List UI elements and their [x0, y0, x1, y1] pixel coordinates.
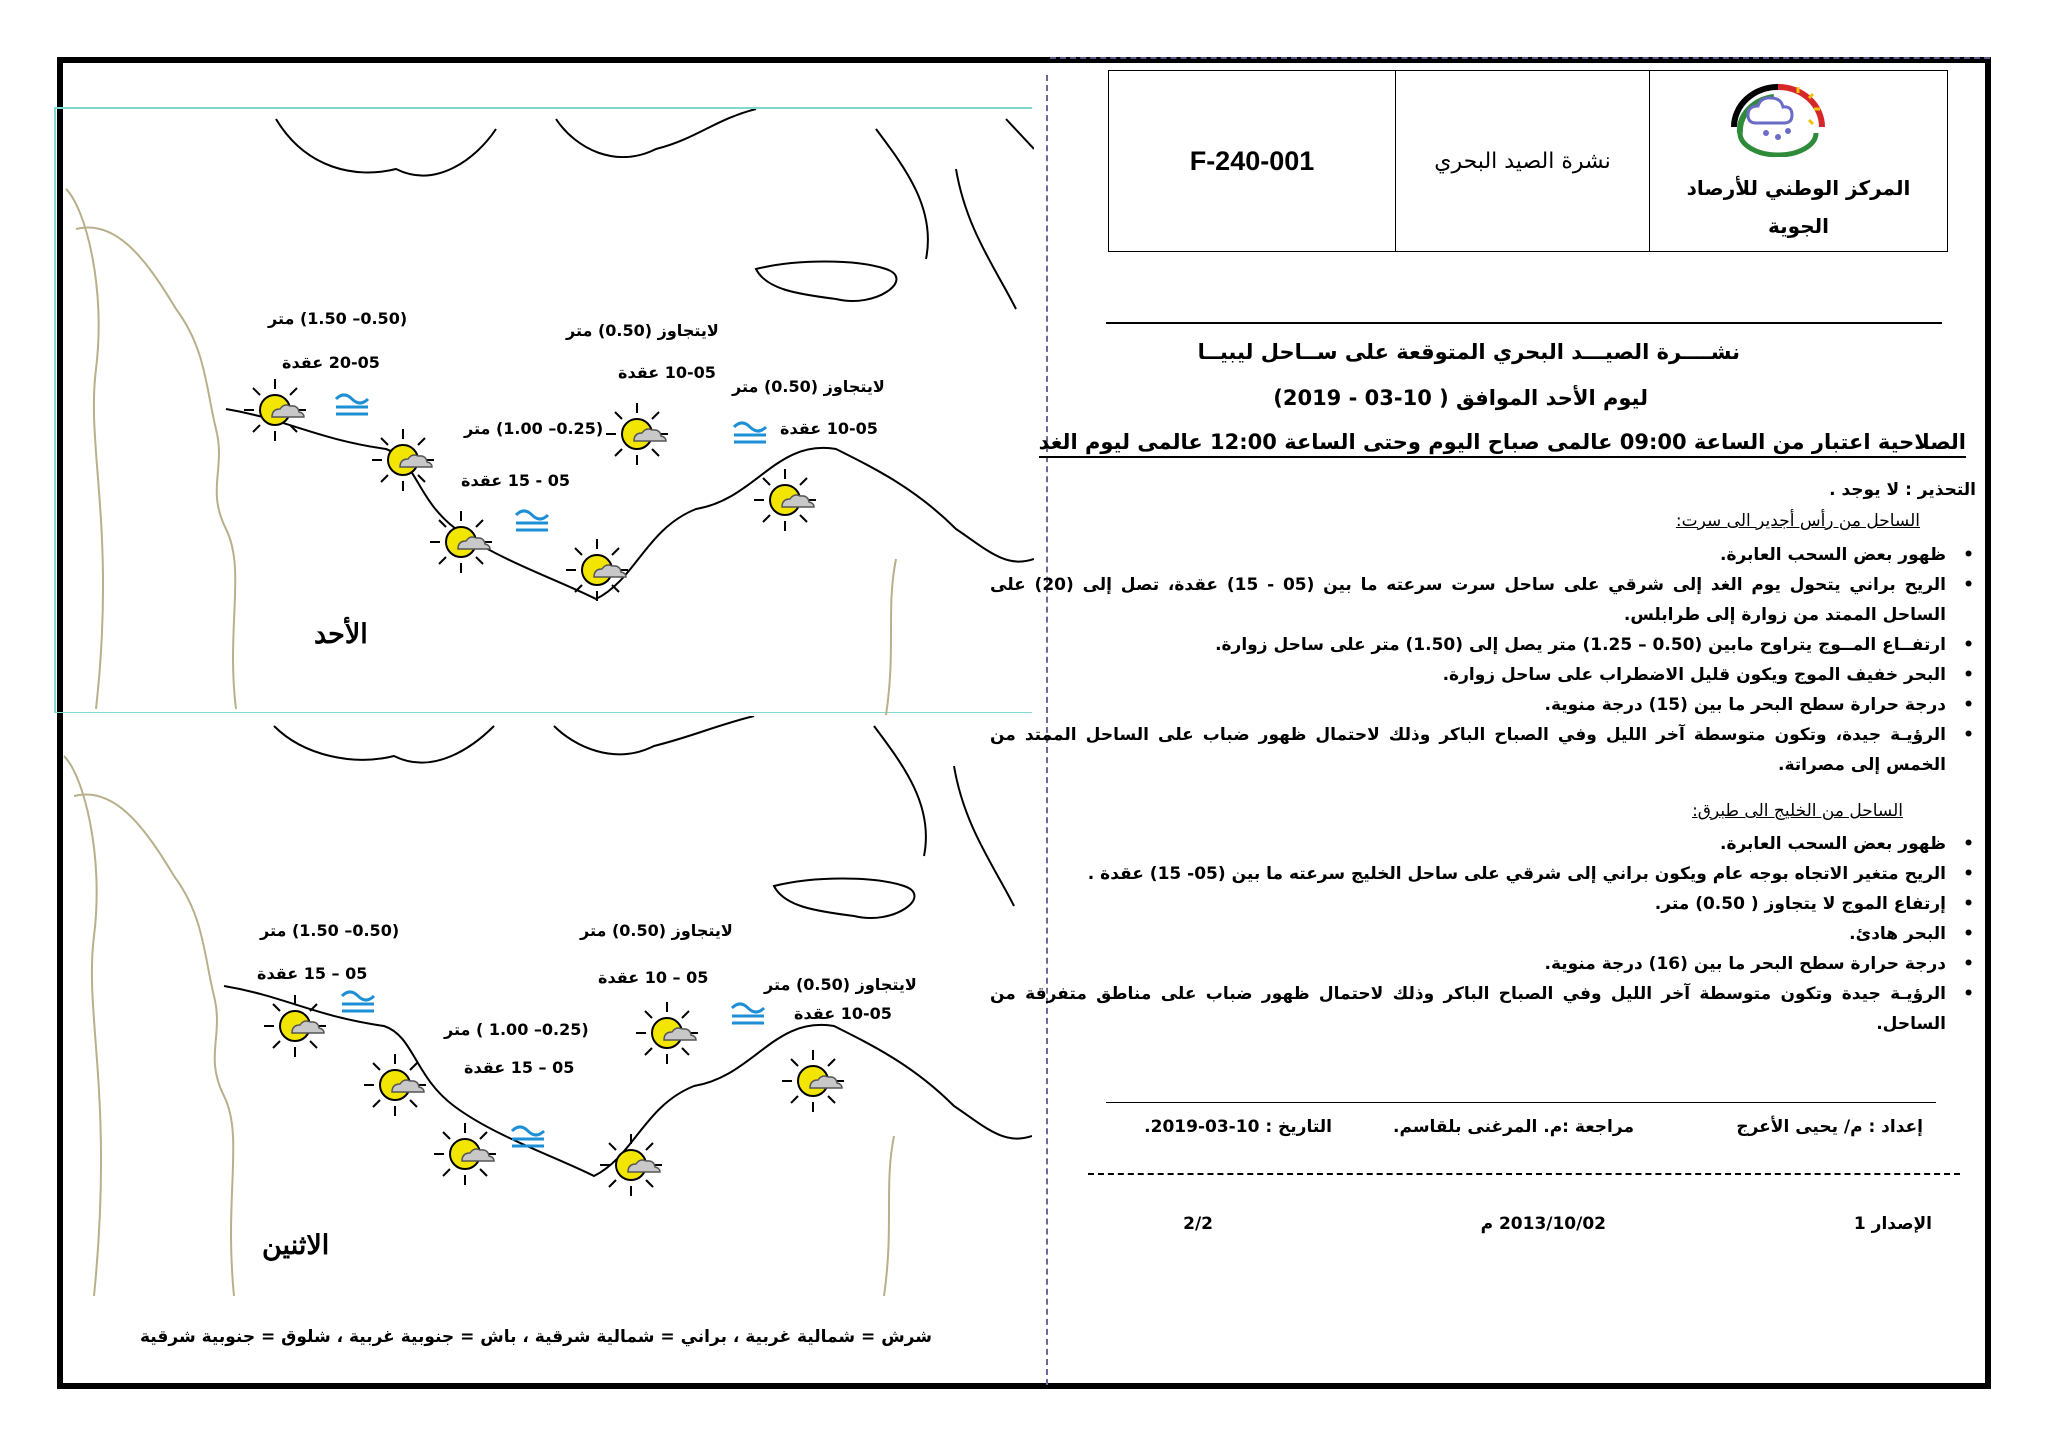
coastline-map [56, 109, 1034, 715]
organization-name: المركز الوطني للأرصاد الجوية [1686, 176, 1911, 238]
section1-title: الساحل من رأس أجدير الى سرت: [1675, 511, 1920, 531]
list-item: • إرتفاع الموج لا يتجاوز ( 0.50) متر. [990, 889, 1960, 919]
day-label: الأحد [314, 619, 368, 650]
list-item: • البحر خفيف الموج ويكون قليل الاضطراب على ساحل زوارة. [990, 660, 1960, 690]
wave-icon [730, 1000, 766, 1026]
sun-icon [432, 1121, 498, 1187]
wind-label: 20-05 عقدة [282, 353, 380, 372]
wave-icon [510, 1123, 546, 1149]
bulletin-title: نشــــرة الصيـــد البحري المتوقعة على ســاحل ليبيــا [1197, 340, 1740, 364]
sun-icon [752, 467, 818, 533]
section2-bullets [990, 829, 1960, 1039]
wave-label: (0.50– 1.50) متر [268, 309, 408, 328]
map-sunday [54, 107, 1032, 713]
list-item: • الرؤيـة جيدة، وتكون متوسطة آخر الليل وفي الصباح الباكر وذلك لاحتمال ظهور ضباب على الساحل الممتد من الخمس إلى مصراتة. [990, 720, 1960, 780]
wind-label: 05 – 10 عقدة [598, 968, 709, 987]
wave-icon [514, 507, 550, 533]
reviewed-by: مراجعة :م. المرغنى بلقاسم. [1393, 1117, 1634, 1137]
sun-icon [362, 1052, 428, 1118]
list-item: • درجة حرارة سطح البحر ما بين (16) درجة منوية. [990, 949, 1960, 979]
sun-icon [634, 1000, 700, 1066]
day-label: الاثنين [262, 1230, 330, 1261]
organization [1649, 71, 1947, 251]
wind-label: 05 – 15 عقدة [464, 1058, 575, 1077]
title-rule [1106, 322, 1942, 324]
sun-icon [604, 401, 670, 467]
section2-title: الساحل من الخليج الى طبرق: [1692, 801, 1903, 821]
edition: الإصدار 1 [1853, 1214, 1932, 1234]
sun-icon [564, 537, 630, 603]
list-item: • الريح متغير الاتجاه بوجه عام ويكون براني إلى شرقي على ساحل الخليج سرعته ما بين (05- 15) عقدة . [990, 859, 1960, 889]
list-item: • درجة حرارة سطح البحر ما بين (15) درجة منوية. [990, 690, 1960, 720]
top-dashed-rule [1050, 57, 1990, 59]
sun-icon [428, 509, 494, 575]
meteorology-logo-icon [1726, 79, 1830, 157]
prepared-by: إعداد : م/ يحيى الأعرج [1736, 1117, 1923, 1137]
list-item: • البحر هادئ. [990, 919, 1960, 949]
wind-label: 05 – 15 عقدة [257, 964, 368, 983]
sun-icon [598, 1132, 664, 1198]
sun-icon [780, 1048, 846, 1114]
wave-label: (0.50– 1.50) متر [260, 921, 400, 940]
issue-date: 2013/10/02 م [1480, 1214, 1606, 1234]
list-item: • الريح براني يتحول يوم الغد إلى شرقي على ساحل سرت سرعته ما بين (05 - 15) عقدة، تصل إلى (20) على الساحل الممتد من زوارة إلى طرابلس. [990, 570, 1960, 630]
sun-icon [242, 377, 308, 443]
list-item: • ظهور بعض السحب العابرة. [990, 829, 1960, 859]
form-code: F-240-001 [1189, 145, 1315, 176]
wave-label: لايتجاوز (0.50) متر [764, 975, 917, 994]
wind-label: 10-05 عقدة [794, 1004, 892, 1023]
wave-label: (0.25– 1.00 ) متر [444, 1020, 589, 1039]
wave-icon [340, 988, 376, 1014]
wind-label: 10-05 عقدة [780, 419, 878, 438]
wind-label: 10-05 عقدة [618, 363, 716, 382]
sign-date: التاريخ : 10-03-2019. [1144, 1117, 1332, 1137]
signature-rule [1106, 1102, 1936, 1103]
wave-icon [732, 419, 768, 445]
wave-label: لايتجاوز (0.50) متر [732, 377, 885, 396]
list-item: • الرؤيـة جيدة وتكون متوسطة آخر الليل وفي الصباح الباكر وذلك لاحتمال ظهور ضباب على مناطق متفرقة من الساحل. [990, 979, 1960, 1039]
wave-label: لايتجاوز (0.50) متر [566, 321, 719, 340]
wave-icon [334, 391, 370, 417]
wave-label: (0.25– 1.00) متر [464, 419, 604, 438]
sun-icon [370, 427, 436, 493]
list-item: • ظهور بعض السحب العابرة. [990, 540, 1960, 570]
warning-line: التحذير : لا يوجد . [1829, 480, 1976, 500]
sun-icon [262, 993, 328, 1059]
wind-direction-legend: شرش = شمالية غربية ، براني = شمالية شرقية ، باش = جنوبية غربية ، شلوق = جنوبية شرقية [140, 1327, 932, 1347]
wind-label: 05 - 15 عقدة [461, 471, 571, 490]
section1-bullets [990, 540, 1960, 780]
validity-line: الصلاحية اعتبار من الساعة 09:00 عالمى صباح اليوم وحتى الساعة 12:00 عالمى ليوم الغد [1039, 430, 1966, 458]
wave-label: لايتجاوز (0.50) متر [580, 921, 733, 940]
bulletin-name: نشرة الصيد البحري [1395, 71, 1649, 251]
map-monday [54, 716, 1032, 1296]
list-item: • ارتفــاع المــوج يتراوح مابين (0.50 – 1.25) متر يصل إلى (1.50) متر على ساحل زوارة. [990, 630, 1960, 660]
page-number: 2/2 [1183, 1214, 1213, 1234]
footer-dashed-rule [1088, 1173, 1960, 1175]
header-table [1108, 70, 1948, 252]
bulletin-date-line: ليوم الأحد الموافق ( 10-03 - 2019) [1273, 386, 1648, 410]
